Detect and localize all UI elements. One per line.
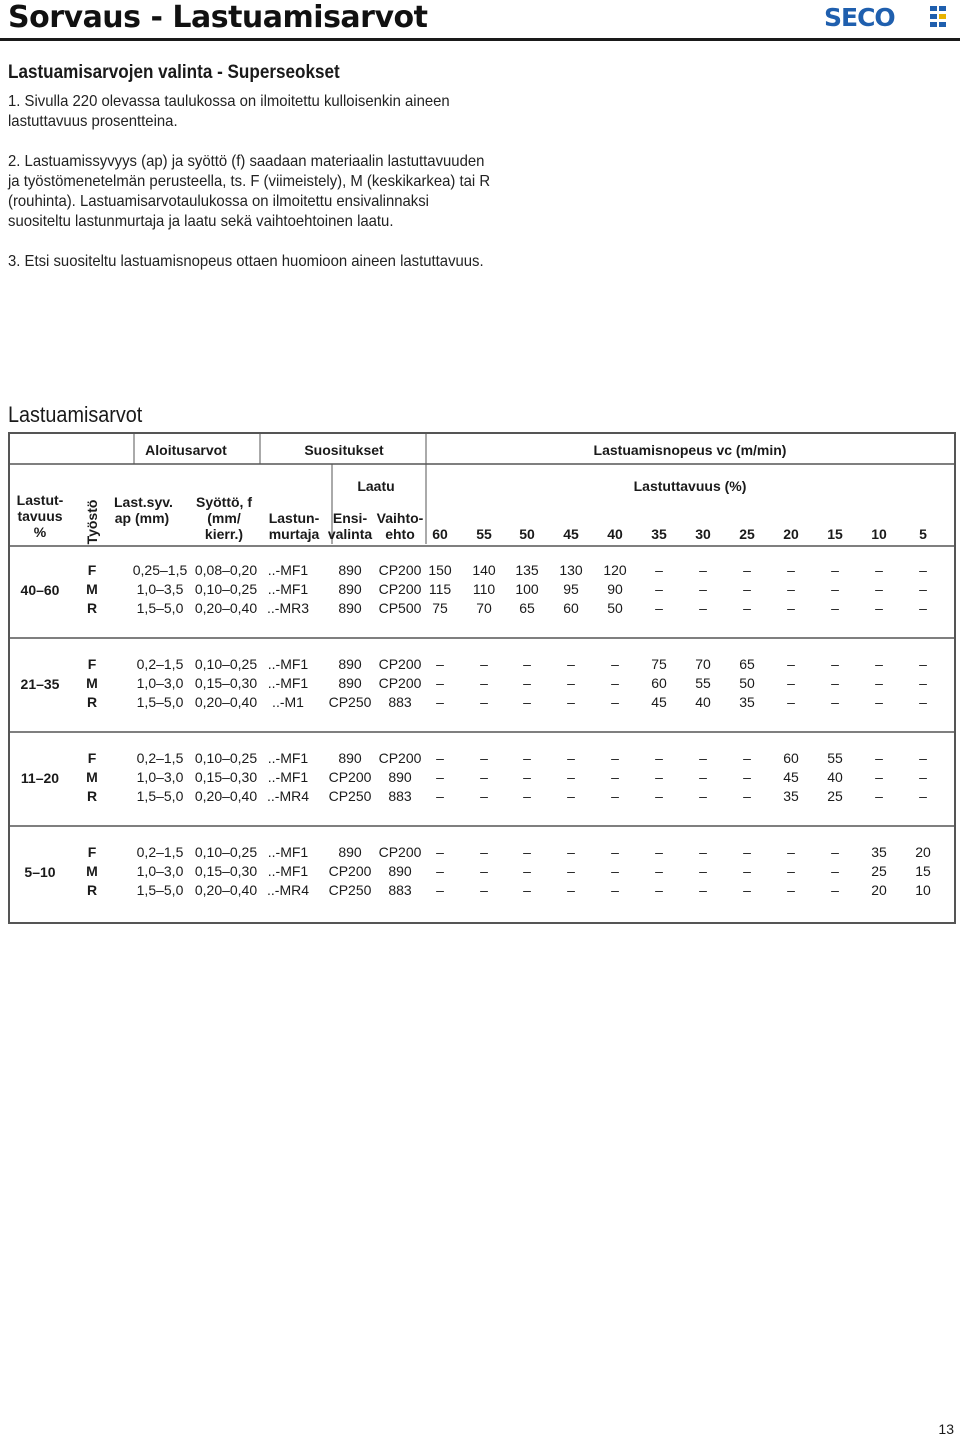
cutting-speed-value: 70 [695,656,711,672]
cutting-speed-value: – [523,656,531,672]
first-choice-grade: CP200 [328,769,372,785]
intro-paragraph-1: 1. Sivulla 220 olevassa taulukossa on ilmoitettu kulloisenkin aineen lastuttavuus prosentteina. [8,93,450,130]
operation-code: F [87,562,97,578]
intro-paragraph-3: 3. Etsi suositeltu lastuamisnopeus ottaen huomioon aineen lastuttavuus. [8,253,484,270]
cutting-speed-value: 65 [519,600,535,616]
cutting-speed-value: – [611,656,619,672]
alternative-grade: CP200 [378,656,422,672]
cutting-speed-value: – [611,788,619,804]
feed-rate: 0,10–0,25 [194,656,258,672]
depth-of-cut: 0,2–1,5 [136,656,184,672]
chip-breaker: ..-MF1 [267,656,309,672]
col-pct-25: 25 [739,526,755,542]
col-chip-breaker: Lastun- murtaja [268,510,320,542]
page-header [0,0,960,38]
cutting-speed-value: – [831,656,839,672]
cutting-speed-value: – [480,882,488,898]
cutting-speed-value: – [436,844,444,860]
cutting-speed-value: – [743,750,751,766]
cutting-speed-value: 95 [563,581,579,597]
col-pct-35: 35 [651,526,667,542]
operation-code: M [86,675,98,691]
alternative-grade: 890 [388,863,412,879]
cutting-speed-value: – [480,863,488,879]
cutting-speed-value: – [567,882,575,898]
cutting-speed-value: – [875,788,883,804]
cutting-speed-value: – [875,581,883,597]
feed-rate: 0,10–0,25 [194,581,258,597]
feed-rate: 0,20–0,40 [194,882,258,898]
cutting-speed-value: 60 [651,675,667,691]
col-pct-50: 50 [519,526,535,542]
cutting-speed-value: – [743,844,751,860]
cutting-speed-value: – [436,750,444,766]
cutting-speed-value: – [436,675,444,691]
header-recommendations: Suositukset [304,442,384,458]
cutting-speed-value: 15 [915,863,931,879]
col-pct-40: 40 [607,526,623,542]
cutting-speed-value: – [611,882,619,898]
col-feed: Syöttö, f (mm/ kierr.) [196,494,252,542]
cutting-speed-value: – [787,562,795,578]
col-pct-5: 5 [919,526,927,542]
first-choice-grade: 890 [338,562,362,578]
cutting-speed-value: – [611,769,619,785]
chip-breaker: ..-MF1 [267,769,309,785]
cutting-speed-value: – [919,750,927,766]
cutting-speed-value: 35 [783,788,799,804]
feed-rate: 0,15–0,30 [194,769,258,785]
cutting-speed-value: 150 [428,562,452,578]
feed-rate: 0,08–0,20 [194,562,258,578]
depth-of-cut: 1,5–5,0 [136,694,184,710]
chip-breaker: ..-MF1 [267,750,309,766]
chip-breaker: ..-MF1 [267,844,309,860]
operation-code: M [86,863,98,879]
cutting-speed-value: – [875,656,883,672]
operation-code: F [87,844,97,860]
cutting-speed-value: – [567,844,575,860]
cutting-speed-value: – [699,844,707,860]
cutting-speed-value: – [523,675,531,691]
cutting-speed-value: – [919,581,927,597]
first-choice-grade: 890 [338,656,362,672]
cutting-speed-value: 35 [871,844,887,860]
header-start-values: Aloitusarvot [145,442,227,458]
alternative-grade: CP200 [378,581,422,597]
cutting-speed-value: – [655,581,663,597]
depth-of-cut: 0,2–1,5 [136,750,184,766]
alternative-grade: 883 [388,788,412,804]
cutting-speed-value: – [699,750,707,766]
first-choice-grade: CP250 [328,788,372,804]
first-choice-grade: 890 [338,844,362,860]
depth-of-cut: 1,5–5,0 [136,600,184,616]
cutting-speed-value: – [523,769,531,785]
cutting-speed-value: – [480,769,488,785]
feed-rate: 0,20–0,40 [194,600,258,616]
cutting-speed-value: 45 [783,769,799,785]
cutting-speed-value: – [567,769,575,785]
col-depth: Last.syv. ap (mm) [114,494,173,526]
cutting-speed-value: – [875,769,883,785]
cutting-speed-value: – [436,863,444,879]
cutting-speed-value: – [699,788,707,804]
cutting-speed-value: – [480,788,488,804]
intro-paragraph-2: 2. Lastuamissyvyys (ap) ja syöttö (f) saadaan materiaalin lastuttavuuden ja työstömenetelmän perusteella, ts. F (viimeistely), M (keskikarkea) tai R (rouhinta). Lastuamisarvotaulukossa on ilmoitettu ensivalinnaksi suositeltu lastunmurtaja ja laatu sekä vaihtoehtoinen laatu. [8,153,491,230]
cutting-speed-value: 50 [739,675,755,691]
depth-of-cut: 1,0–3,0 [136,769,184,785]
col-pct-15: 15 [827,526,843,542]
cutting-speed-value: – [743,788,751,804]
cutting-speed-value: – [611,863,619,879]
cutting-speed-value: 135 [515,562,539,578]
cutting-speed-value: – [919,769,927,785]
operation-code: M [86,581,98,597]
cutting-speed-value: 20 [871,882,887,898]
depth-of-cut: 1,5–5,0 [136,788,184,804]
cutting-speed-value: – [480,694,488,710]
depth-of-cut: 1,0–3,0 [136,863,184,879]
cutting-speed-value: – [831,863,839,879]
alternative-grade: CP200 [378,562,422,578]
chip-breaker: ..-MR4 [267,788,309,804]
cutting-speed-value: – [787,600,795,616]
alternative-grade: 890 [388,769,412,785]
cutting-speed-value: – [655,769,663,785]
feed-rate: 0,10–0,25 [194,750,258,766]
cutting-speed-value: – [567,694,575,710]
cutting-speed-value: 115 [428,581,452,597]
alternative-grade: CP200 [378,750,422,766]
cutting-speed-value: 65 [739,656,755,672]
cutting-speed-value: – [831,581,839,597]
cutting-speed-value: – [787,694,795,710]
cutting-speed-value: – [655,600,663,616]
cutting-speed-value: – [743,600,751,616]
col-pct-30: 30 [695,526,711,542]
cutting-speed-value: – [875,694,883,710]
cutting-speed-value: – [787,863,795,879]
cutting-speed-value: – [699,600,707,616]
cutting-speed-value: – [831,675,839,691]
cutting-speed-value: – [523,844,531,860]
cutting-speed-value: 75 [651,656,667,672]
machinability-range: 5–10 [24,864,56,880]
cutting-speed-value: – [655,882,663,898]
cutting-speed-value: 140 [472,562,496,578]
cutting-speed-value: – [480,675,488,691]
first-choice-grade: 890 [338,581,362,597]
depth-of-cut: 0,25–1,5 [132,562,188,578]
cutting-speed-value: – [611,844,619,860]
col-alternative: Vaihto- ehto [376,510,424,542]
cutting-speed-value: – [787,675,795,691]
cutting-speed-value: 100 [515,581,539,597]
feed-rate: 0,20–0,40 [194,694,258,710]
cutting-speed-value: – [567,675,575,691]
first-choice-grade: CP250 [328,882,372,898]
cutting-speed-value: – [523,694,531,710]
col-pct-45: 45 [563,526,579,542]
cutting-speed-value: 60 [783,750,799,766]
cutting-speed-value: – [655,788,663,804]
cutting-speed-value: – [567,788,575,804]
first-choice-grade: 890 [338,675,362,691]
alternative-grade: CP500 [378,600,422,616]
machinability-range: 40–60 [20,582,60,598]
table-title: Lastuamisarvot [8,402,143,427]
cutting-speed-value: – [743,863,751,879]
seco-logo [822,4,950,30]
section-heading: Lastuamisarvojen valinta - Superseokset [8,62,340,83]
operation-code: R [86,882,98,898]
cutting-speed-value: – [919,694,927,710]
cutting-speed-value: – [567,656,575,672]
cutting-speed-value: – [655,750,663,766]
depth-of-cut: 1,5–5,0 [136,882,184,898]
cutting-speed-value: – [480,656,488,672]
cutting-speed-value: – [699,581,707,597]
cutting-speed-value: – [875,675,883,691]
col-pct-60: 60 [432,526,448,542]
cutting-speed-value: – [436,769,444,785]
cutting-speed-value: – [699,769,707,785]
cutting-speed-value: – [787,844,795,860]
cutting-speed-value: – [919,562,927,578]
feed-rate: 0,15–0,30 [194,675,258,691]
cutting-speed-value: – [919,675,927,691]
cutting-speed-value: – [436,656,444,672]
cutting-speed-value: 40 [827,769,843,785]
cutting-speed-value: 20 [915,844,931,860]
col-pct-20: 20 [783,526,799,542]
header-grade: Laatu [357,478,395,494]
cutting-speed-value: – [611,675,619,691]
cutting-speed-value: – [699,562,707,578]
header-cutting-speed [594,442,787,458]
cutting-speed-value: 10 [915,882,931,898]
cutting-speed-value: – [655,863,663,879]
cutting-speed-value: – [523,750,531,766]
cutting-speed-value: – [919,788,927,804]
machinability-range: 21–35 [20,676,60,692]
cutting-speed-value: – [611,694,619,710]
cutting-speed-value: 35 [739,694,755,710]
alternative-grade: CP200 [378,844,422,860]
col-pct-55: 55 [476,526,492,542]
cutting-speed-value: 55 [827,750,843,766]
cutting-speed-value: – [787,882,795,898]
first-choice-grade: CP200 [328,863,372,879]
cutting-speed-value: – [655,562,663,578]
cutting-speed-value: – [875,600,883,616]
first-choice-grade: 890 [338,750,362,766]
operation-code: F [87,750,97,766]
depth-of-cut: 1,0–3,0 [136,675,184,691]
cutting-speed-value: – [436,788,444,804]
cutting-speed-value: – [743,769,751,785]
col-pct-10: 10 [871,526,887,542]
feed-rate: 0,20–0,40 [194,788,258,804]
cutting-speed-value: – [436,694,444,710]
chip-breaker: ..-MR4 [267,882,309,898]
operation-code: R [86,694,98,710]
cutting-speed-value: 25 [827,788,843,804]
cutting-speed-label: Lastuamisnopeus vc (m/min) [593,442,787,458]
col-first-choice: Ensi- valinta [327,510,373,542]
cutting-speed-value: – [699,863,707,879]
alternative-grade: 883 [388,694,412,710]
chip-breaker: ..-MR3 [267,600,309,616]
chip-breaker: ..-MF1 [267,581,309,597]
cutting-speed-value: 45 [651,694,667,710]
cutting-speed-value: – [611,750,619,766]
cutting-speed-value: – [523,788,531,804]
cutting-speed-value: 60 [563,600,579,616]
feed-rate: 0,10–0,25 [194,844,258,860]
cutting-speed-value: 50 [607,600,623,616]
cutting-speed-value: – [480,750,488,766]
cutting-speed-value: – [831,562,839,578]
cutting-speed-value: – [743,562,751,578]
depth-of-cut: 0,2–1,5 [136,844,184,860]
cutting-speed-value: 110 [472,581,496,597]
cutting-speed-value: – [787,581,795,597]
operation-code: M [86,769,98,785]
cutting-speed-value: – [875,750,883,766]
cutting-speed-value: 120 [603,562,627,578]
chip-breaker: ..-MF1 [267,863,309,879]
cutting-speed-value: 55 [695,675,711,691]
cutting-speed-value: – [787,656,795,672]
cutting-speed-value: – [919,656,927,672]
cutting-speed-value: – [523,863,531,879]
cutting-speed-value: 75 [432,600,448,616]
alternative-grade: 883 [388,882,412,898]
cutting-speed-value: – [919,600,927,616]
cutting-speed-value: – [743,581,751,597]
chip-breaker: ..-M1 [272,694,304,710]
chip-breaker: ..-MF1 [267,675,309,691]
header-rule [0,38,960,41]
operation-code: F [87,656,97,672]
intro-text [8,92,492,292]
cutting-speed-value: – [831,694,839,710]
first-choice-grade: CP250 [328,694,372,710]
cutting-speed-value: 25 [871,863,887,879]
cutting-speed-value: – [436,882,444,898]
cutting-speed-value: 130 [559,562,583,578]
cutting-speed-value: 40 [695,694,711,710]
cutting-speed-value: – [480,844,488,860]
logo-text: SECO [824,4,895,30]
page-title: Sorvaus - Lastuamisarvot [8,0,428,35]
cutting-speed-value: – [567,750,575,766]
cutting-speed-value: 90 [607,581,623,597]
header-machinability-pct: Lastuttavuus (%) [633,478,747,494]
cutting-speed-value: 70 [476,600,492,616]
cutting-speed-value: – [567,863,575,879]
machinability-range: 11–20 [20,770,60,786]
cutting-speed-value: – [831,600,839,616]
cutting-speed-value: – [743,882,751,898]
alternative-grade: CP200 [378,675,422,691]
chip-breaker: ..-MF1 [267,562,309,578]
cutting-speed-value: – [699,882,707,898]
cutting-speed-value: – [831,882,839,898]
depth-of-cut: 1,0–3,5 [136,581,184,597]
cutting-speed-value: – [523,882,531,898]
col-machinability: Lastut- tavuus % [16,492,64,540]
cutting-speed-value: – [655,844,663,860]
page-number: 13 [938,1421,954,1437]
operation-code: R [86,600,98,616]
cutting-speed-value: – [875,562,883,578]
col-operation: Työstö [84,499,100,545]
cutting-speed-value: – [831,844,839,860]
cutting-data-table [8,432,956,924]
feed-rate: 0,15–0,30 [194,863,258,879]
operation-code: R [86,788,98,804]
first-choice-grade: 890 [338,600,362,616]
